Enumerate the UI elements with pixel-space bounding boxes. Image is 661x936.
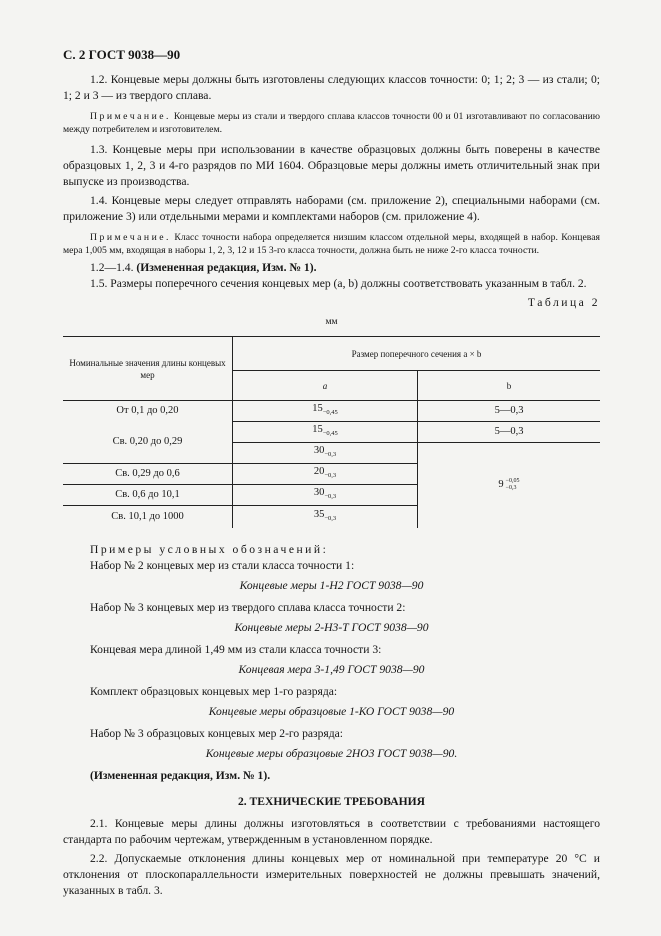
value-tolerance: −0,45 [322, 430, 338, 437]
value-tolerance: −0,3 [324, 472, 337, 479]
paragraph-1-2-1-4-number: 1.2—1.4. [90, 261, 134, 274]
example-code: Концевые меры образцовые 2НО3 ГОСТ 9038—90. [205, 746, 458, 760]
table-2-cell-b: 5—0,3 [418, 401, 601, 422]
table-2-cell-nominal: Св. 0,20 до 0,29 [112, 436, 183, 448]
paragraph-1-5: 1.5. Размеры поперечного сечения концевых мер (a, b) должны соответствовать указанным в табл. 2. [90, 277, 587, 290]
table-row [63, 422, 600, 443]
value-main: 15 [312, 403, 323, 414]
value-tolerance: −0,3 [324, 514, 337, 522]
note-1 [63, 110, 600, 136]
value-tolerance: −0,3 [324, 493, 337, 500]
note-1-label: Примечание. [90, 111, 171, 122]
value-main: 20 [313, 466, 325, 477]
examples-title: Примеры условных обозначений: [90, 542, 329, 556]
table-2-header-section: Размер поперечного сечения a × b [233, 337, 601, 371]
note-2-label: Примечание. [90, 232, 171, 243]
paragraph-1-4: 1.4. Концевые меры следует отправлять наборами (см. приложение 2), специальными наборами (см. приложение 3) или отдельными мерами и комплектами наборов (см. приложение 4). [63, 194, 600, 223]
examples-block [63, 542, 600, 784]
page-header: С. 2 ГОСТ 9038—90 [63, 47, 181, 62]
value-main: 9 [498, 479, 504, 491]
value-main: 15 [312, 424, 323, 435]
table-2-caption: Таблица 2 [527, 296, 600, 309]
table-2-cell-a [233, 422, 418, 443]
paragraph-2-1: 2.1. Концевые меры длины должны изготовляться в соответствии с требованиями настоящего стандарта по рабочим чертежам, утвержденным в установленном порядке. [63, 816, 600, 846]
table-2-cell-a [233, 485, 418, 506]
table-2-cell-nominal: От 0,1 до 0,20 [116, 405, 179, 417]
example-code: Концевые меры 2-Н3-Т ГОСТ 9038—90 [234, 620, 429, 634]
table-2 [63, 336, 600, 528]
example-lead: Набор № 2 концевых мер из стали класса точности 1: [90, 558, 355, 572]
table-2-units: мм [325, 317, 338, 327]
example-lead: Комплект образцовых концевых мер 1-го разряда: [90, 684, 338, 698]
table-2-cell-nominal: Св. 0,29 до 0,6 [63, 464, 233, 485]
paragraph-1-3: 1.3. Концевые меры при использовании в качестве образцовых должны быть поверены в качестве образцовых 1, 2, 3 и 4-го разрядов по МИ 1604. Образцовые меры должны иметь отличительный знак при выпуске из производства. [63, 143, 600, 188]
table-2-cell-a [233, 401, 418, 422]
example-code: Концевая мера 3-1,49 ГОСТ 9038—90 [238, 662, 425, 676]
table-2-header-nominal: Номинальные значения длины концевых мер [63, 337, 233, 401]
table-2-cell-a [233, 506, 418, 528]
table-2-header-b: b [418, 371, 601, 401]
section-2-title: 2. ТЕХНИЧЕСКИЕ ТРЕБОВАНИЯ [237, 794, 426, 808]
table-2-cell-nominal: Св. 10,1 до 1000 [111, 510, 184, 522]
tolerance-upper: −0,05 [505, 477, 520, 484]
note-1-text: Концевые меры из стали и твердого сплава классов точности 00 и 01 изготавливают по согласованию между потребителем и изготовителем. [63, 111, 601, 135]
document-body [63, 72, 600, 899]
paragraph-2-2: 2.2. Допускаемые отклонения длины концевых мер от номинальной при температуре 20 °С и отклонения от плоскопараллельности измерительных поверхностей не должны превышать значений, указанных в табл. 3. [63, 851, 600, 897]
value-tolerance [506, 478, 520, 492]
example-lead: Концевая мера длиной 1,49 мм из стали класса точности 3: [90, 642, 382, 656]
amendment-note-1: (Измененная редакция, Изм. № 1). [136, 261, 317, 274]
example-lead: Набор № 3 концевых мер из твердого сплава класса точности 2: [90, 600, 406, 614]
table-2-cell-b: 5—0,3 [418, 422, 601, 443]
example-code: Концевые меры 1-Н2 ГОСТ 9038—90 [239, 578, 424, 592]
table-2-cell-nominal: Св. 0,6 до 10,1 [63, 485, 233, 506]
value-tolerance: −0,45 [322, 409, 338, 416]
paragraph-1-2: 1.2. Концевые меры должны быть изготовлены следующих классов точности: 0; 1; 2; 3 — из стали; 0; 1; 2 и 3 — из твердого сплава. [63, 73, 600, 102]
value-main: 30 [313, 445, 325, 456]
value-main: 30 [313, 487, 325, 498]
table-2-cell-a [233, 443, 418, 464]
value-main: 35 [313, 508, 325, 520]
note-2-text: Класс точности набора определяется низшим классом отдельной меры, входящей в набор. Концевая мера 1,005 мм, входящая в наборы 1, 2, 3, 12 и 15 3-го класса точности, должна быть не ниже 2-го класса точности. [63, 232, 600, 256]
paragraph-1-2-1-4 [63, 260, 600, 276]
table-2-cell-b-merged [418, 443, 601, 528]
amendment-note-2: (Измененная редакция, Изм. № 1). [90, 768, 271, 782]
example-lead: Набор № 3 образцовых концевых мер 2-го разряда: [90, 726, 344, 740]
value-tolerance: −0,3 [324, 451, 337, 458]
example-code: Концевые меры образцовые 1-КО ГОСТ 9038—90 [208, 704, 455, 718]
table-2-cell-a [233, 464, 418, 485]
table-2-header-a: a [233, 371, 418, 401]
tolerance-lower: −0,3 [505, 484, 517, 491]
table-row [63, 401, 600, 422]
note-2 [63, 231, 600, 257]
